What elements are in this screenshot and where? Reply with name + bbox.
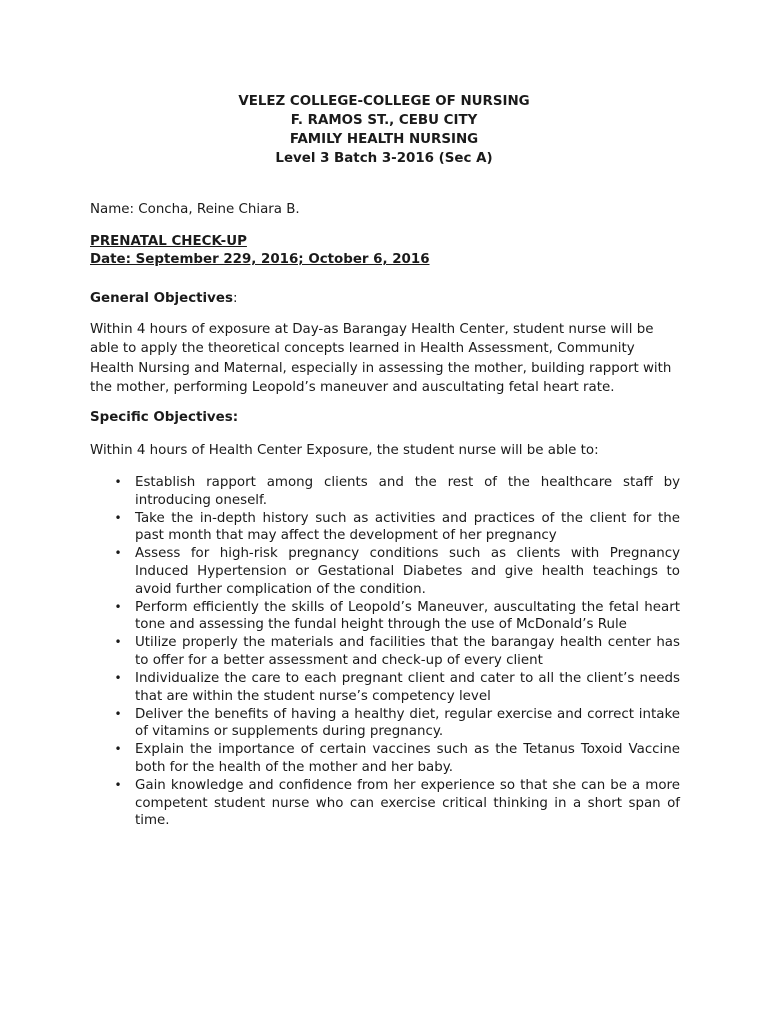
objectives-list <box>90 474 680 830</box>
bullet-icon: • <box>114 475 122 489</box>
bullet-icon: • <box>114 706 122 721</box>
objective-item <box>90 777 680 830</box>
objective-item <box>90 634 680 669</box>
objective-text: Assess for high-risk pregnancy conditions such as clients with Pregnancy Induced Hypertension or Gestational Diabetes and give health teachings to avoid further complication of the condition. <box>135 546 680 597</box>
objective-item <box>90 706 680 741</box>
objective-item <box>90 599 680 634</box>
course-name: FAMILY HEALTH NURSING <box>289 132 479 147</box>
bullet-icon: • <box>114 546 122 561</box>
objective-text: Take the in-depth history such as activities and practices of the client for the past month that may affect the development of her pregnancy <box>135 510 680 544</box>
general-objectives-text: Within 4 hours of exposure at Day-as Barangay Health Center, student nurse will be able to apply the theoretical concepts learned in Health Assessment, Community Health Nursing and Maternal, especially in assessing the mother, building rapport with the mother, performing Leopold’s maneuver and auscultating fetal heart rate. <box>90 322 672 395</box>
specific-objectives-heading <box>90 408 238 427</box>
objective-item <box>90 545 680 598</box>
bullet-icon: • <box>114 742 122 757</box>
objective-item <box>90 474 680 509</box>
student-name: Name: Concha, Reine Chiara B. <box>90 202 300 217</box>
specific-objectives-intro: Within 4 hours of Health Center Exposure, the student nurse will be able to: <box>90 443 599 458</box>
bullet-icon: • <box>114 778 122 793</box>
objective-item <box>90 670 680 705</box>
bullet-icon: • <box>114 599 122 614</box>
specific-objectives-label: Specific Objectives: <box>90 410 239 425</box>
college-name: VELEZ COLLEGE-COLLEGE OF NURSING <box>238 94 530 109</box>
objective-text: Explain the importance of certain vaccines such as the Tetanus Toxoid Vaccine both for the health of the mother and her baby. <box>135 742 680 775</box>
visit-date: Date: September 229, 2016; October 6, 2016 <box>90 252 430 267</box>
objective-text: Utilize properly the materials and facilities that the barangay health center has to offer for a better assessment and check-up of every client <box>135 635 680 668</box>
document-header <box>0 92 768 168</box>
objective-text: Individualize the care to each pregnant client and cater to all the client’s needs that are within the student nurse’s competency level <box>135 671 680 704</box>
objective-item <box>90 510 680 545</box>
level-batch: Level 3 Batch 3-2016 (Sec A) <box>275 151 493 166</box>
objective-text: Establish rapport among clients and the rest of the healthcare staff by introducing oneself. <box>135 475 680 508</box>
objective-text: Perform efficiently the skills of Leopold’s Maneuver, auscultating the fetal heart tone and assessing the fundal height through the use of McDonald’s Rule <box>135 599 680 633</box>
general-objectives-heading <box>90 289 237 308</box>
general-objectives-label: General Objectives <box>90 291 233 306</box>
bullet-icon: • <box>114 510 122 525</box>
bullet-icon: • <box>114 671 122 686</box>
visit-info <box>90 233 430 269</box>
general-objectives-colon: : <box>232 291 238 306</box>
objective-text: Gain knowledge and confidence from her experience so that she can be a more competent student nurse who can exercise critical thinking in a short span of time. <box>135 778 680 829</box>
college-address: F. RAMOS ST., CEBU CITY <box>290 113 478 128</box>
bullet-icon: • <box>114 635 122 650</box>
objective-item <box>90 741 680 776</box>
objective-text: Deliver the benefits of having a healthy diet, regular exercise and correct intake of vitamins or supplements during pregnancy. <box>135 706 680 740</box>
visit-title: PRENATAL CHECK-UP <box>90 234 247 249</box>
